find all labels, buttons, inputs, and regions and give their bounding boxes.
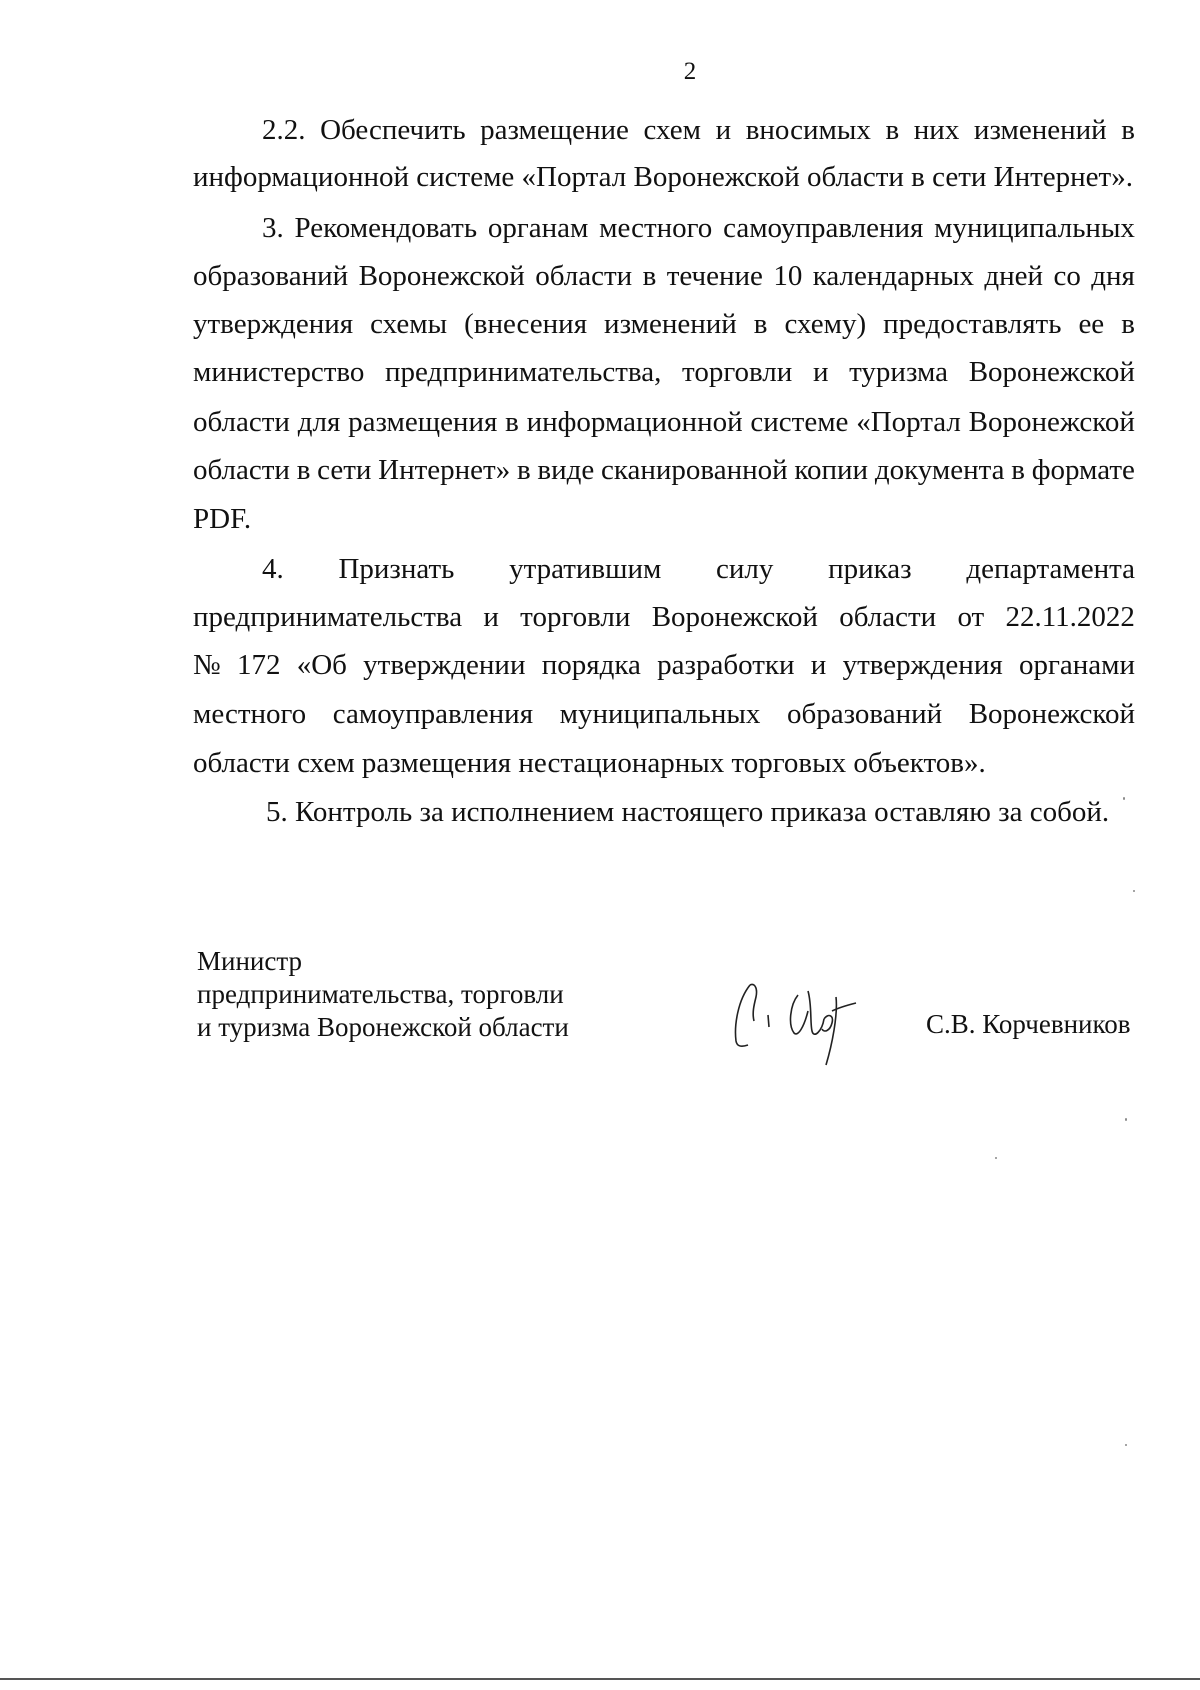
word: Воронежской: [968, 356, 1135, 388]
word: 4.: [262, 553, 284, 585]
paragraph-4-line: [193, 603, 1135, 632]
paragraph-4-line: области схем размещения нестационарных торговых объектов».: [193, 747, 986, 779]
word: календарных: [812, 260, 974, 292]
word: для: [297, 406, 341, 438]
paragraph-3-line: [193, 310, 1135, 339]
word: (внесения: [464, 308, 588, 340]
word: дня: [1091, 260, 1135, 292]
word: в: [1011, 454, 1025, 486]
word: Интернет»: [378, 454, 511, 486]
word: 10: [773, 260, 803, 292]
word: «Портал: [856, 406, 961, 438]
paragraph-2-2-line: [262, 116, 1135, 145]
word: министерство: [193, 356, 365, 388]
word: схему): [784, 308, 867, 340]
word: 22.11.2022: [1005, 601, 1135, 633]
word: самоуправления: [723, 212, 924, 244]
word: муниципальных: [559, 698, 761, 730]
word: дней: [984, 260, 1044, 292]
scan-speck: [1125, 1118, 1127, 1121]
word: размещение: [480, 114, 629, 146]
word: схем: [643, 114, 701, 146]
word: Рекомендовать: [294, 212, 478, 244]
word: и: [810, 649, 827, 681]
word: местного: [193, 698, 307, 730]
word: системе: [750, 406, 849, 438]
word: органам: [487, 212, 589, 244]
word: порядка: [541, 649, 641, 681]
word: формате: [1031, 454, 1135, 486]
paragraph-3-line: [193, 408, 1135, 437]
handwritten-signature: [728, 975, 888, 1070]
word: №: [193, 649, 221, 681]
paragraph-4-line: [193, 700, 1135, 729]
word: области: [839, 601, 937, 633]
word: размещения: [348, 406, 498, 438]
paragraph-4-line: [262, 555, 1135, 584]
word: утверждении: [363, 649, 526, 681]
paragraph-3-line: [193, 456, 1135, 485]
word: документа: [874, 454, 1005, 486]
word: Воронежской: [968, 698, 1135, 730]
word: Воронежской: [651, 601, 818, 633]
word: 2.2.: [262, 114, 306, 146]
word: Воронежской: [358, 260, 525, 292]
scan-speck: [1125, 1444, 1127, 1446]
page-number: 2: [683, 58, 697, 85]
scan-speck: [995, 1157, 997, 1159]
signature-title: [197, 945, 569, 1044]
word: и: [715, 114, 732, 146]
word: Воронежской: [968, 406, 1135, 438]
word: торговли: [682, 356, 793, 388]
word: вносимых: [745, 114, 871, 146]
word: ее: [1078, 308, 1105, 340]
word: изменений: [604, 308, 737, 340]
word: Обеспечить: [320, 114, 466, 146]
word: в: [642, 260, 657, 292]
word: 172: [236, 649, 281, 681]
signer-name: С.В. Корчевников: [926, 1009, 1131, 1039]
word: 3.: [262, 212, 284, 244]
word: в: [505, 406, 519, 438]
word: туризма: [849, 356, 949, 388]
word: Признать: [338, 553, 455, 585]
paragraph-3-line: [262, 214, 1135, 243]
word: образований: [786, 698, 943, 730]
word: и: [812, 356, 829, 388]
word: виде: [537, 454, 595, 486]
paragraph-5-line: 5. Контроль за исполнением настоящего приказа оставляю за собой.: [266, 796, 1110, 828]
scan-speck: [1123, 797, 1125, 800]
word: области: [535, 260, 633, 292]
word: от: [957, 601, 985, 633]
word: копии: [794, 454, 869, 486]
word: сети: [317, 454, 372, 486]
word: предпринимательства,: [385, 356, 662, 388]
word: изменений: [973, 114, 1107, 146]
scan-edge-line: [0, 1678, 1200, 1680]
word: предпринимательства: [193, 601, 463, 633]
word: в: [1121, 114, 1135, 146]
word: предоставлять: [883, 308, 1062, 340]
word: схемы: [370, 308, 448, 340]
word: департамента: [966, 553, 1135, 585]
word: утверждения: [842, 649, 1003, 681]
word: муниципальных: [934, 212, 1135, 244]
word: сканированной: [600, 454, 788, 486]
word: местного: [599, 212, 713, 244]
word: информационной: [526, 406, 743, 438]
word: области: [193, 406, 290, 438]
signature-title-line: и туризма Воронежской области: [197, 1012, 569, 1042]
paragraph-2-2-line: информационной системе «Портал Воронежской области в сети Интернет».: [193, 161, 1133, 193]
word: утверждения: [193, 308, 354, 340]
word: самоуправления: [332, 698, 534, 730]
scan-speck: [1133, 890, 1135, 892]
paragraph-4-line: [193, 651, 1135, 680]
paragraph-3-line: [193, 358, 1135, 387]
word: в: [753, 308, 768, 340]
paragraph-3-line: [193, 262, 1135, 291]
word: органами: [1018, 649, 1135, 681]
word: разработки: [657, 649, 795, 681]
word: области: [193, 454, 290, 486]
word: со: [1053, 260, 1081, 292]
signature-title-line: Министр: [197, 946, 302, 976]
word: течение: [666, 260, 763, 292]
word: в: [1121, 308, 1135, 340]
word: и: [483, 601, 499, 633]
word: «Об: [296, 649, 347, 681]
word: образований: [193, 260, 349, 292]
word: силу: [716, 553, 774, 585]
word: в: [296, 454, 311, 486]
signature-title-line: предпринимательства, торговли: [197, 979, 564, 1009]
word: торговли: [520, 601, 631, 633]
word: приказ: [828, 553, 912, 585]
paragraph-3-line: PDF.: [193, 503, 252, 535]
word: в: [516, 454, 531, 486]
word: них: [913, 114, 960, 146]
word: в: [885, 114, 900, 146]
word: утратившим: [509, 553, 662, 585]
